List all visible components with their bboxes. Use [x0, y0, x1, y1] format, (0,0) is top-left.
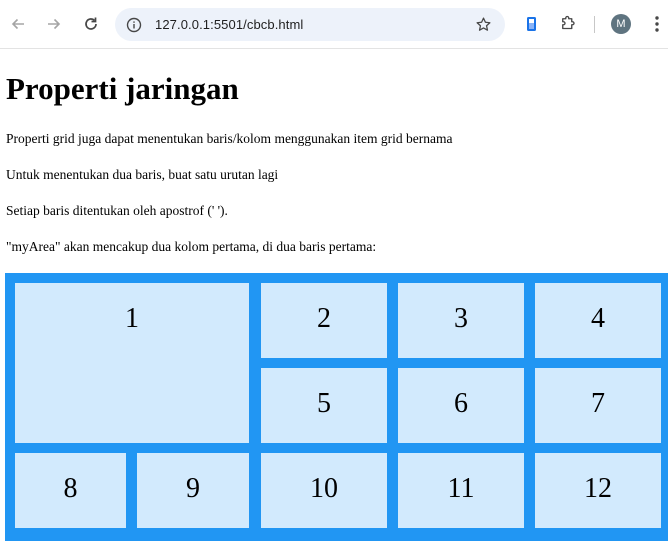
grid-item-label: 7 — [591, 388, 605, 419]
back-button[interactable] — [6, 12, 30, 36]
grid-item-8 — [15, 453, 126, 528]
grid-item-11 — [398, 453, 524, 528]
grid-container — [5, 273, 668, 541]
page-content — [0, 49, 668, 537]
grid-item-2 — [261, 283, 387, 358]
grid-item-6 — [398, 368, 524, 443]
paragraph-intro: Properti grid juga dapat menentukan baris/kolom menggunakan item grid bernama — [6, 131, 453, 146]
forward-arrow-icon — [46, 16, 62, 32]
grid-item-1 — [15, 283, 249, 443]
forward-button[interactable] — [42, 12, 66, 36]
address-bar[interactable] — [115, 8, 505, 41]
toolbar-divider — [594, 16, 595, 33]
back-arrow-icon — [10, 16, 26, 32]
grid-item-label: 9 — [186, 473, 200, 504]
grid-item-label: 10 — [310, 473, 338, 504]
grid-item-label: 4 — [591, 303, 605, 334]
reload-icon — [83, 16, 99, 32]
profile-initial: M — [616, 18, 626, 30]
menu-kebab-icon[interactable] — [646, 13, 668, 35]
reload-button[interactable] — [79, 12, 103, 36]
grid-item-9 — [137, 453, 249, 528]
extension-icon[interactable] — [521, 13, 543, 35]
grid-item-4 — [535, 283, 661, 358]
grid-item-3 — [398, 283, 524, 358]
grid-item-label: 3 — [454, 303, 468, 334]
grid-item-label: 5 — [317, 388, 331, 419]
profile-avatar[interactable] — [611, 14, 631, 34]
paragraph-myarea: "myArea" akan mencakup dua kolom pertama, di dua baris pertama: — [6, 239, 377, 254]
paragraph-apostrophe: Setiap baris ditentukan oleh apostrof (' '). — [6, 203, 228, 218]
site-info-icon[interactable] — [125, 16, 142, 33]
grid-item-label: 1 — [125, 303, 139, 334]
grid-item-10 — [261, 453, 387, 528]
paragraph-two-rows: Untuk menentukan dua baris, buat satu urutan lagi — [6, 167, 279, 182]
grid-item-label: 8 — [63, 473, 78, 504]
grid-item-label: 12 — [584, 473, 612, 504]
grid-item-7 — [535, 368, 661, 443]
page-title: Properti jaringan — [6, 71, 239, 106]
grid-item-label: 11 — [447, 473, 475, 504]
url-text[interactable]: 127.0.0.1:5501/cbcb.html — [155, 17, 304, 32]
grid-item-12 — [535, 453, 661, 528]
grid-item-label: 6 — [454, 388, 468, 419]
grid-item-5 — [261, 368, 387, 443]
browser-toolbar — [0, 0, 668, 49]
grid-item-label: 2 — [317, 303, 331, 334]
bookmark-star-icon[interactable] — [474, 15, 493, 34]
extensions-puzzle-icon[interactable] — [557, 13, 579, 35]
